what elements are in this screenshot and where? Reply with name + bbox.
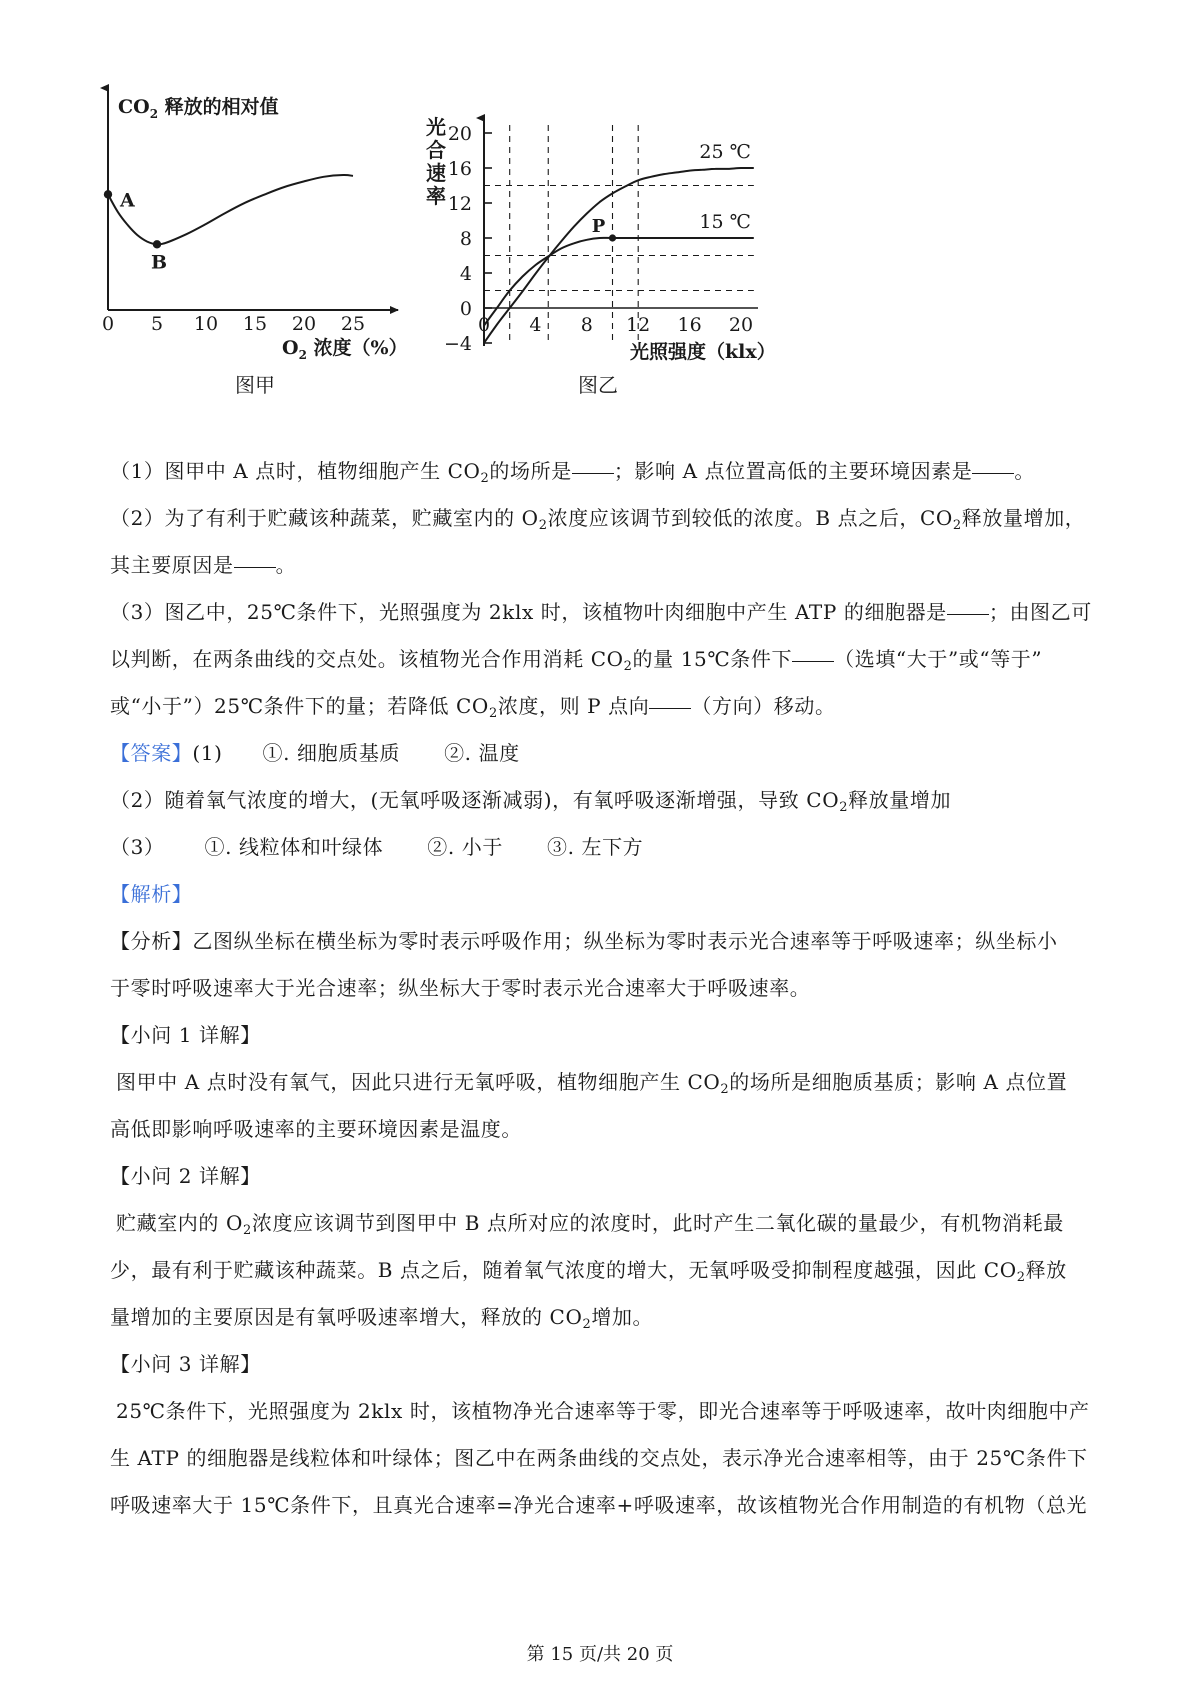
jia-y-label: $CO_2$ 释放的相对值 <box>118 96 279 121</box>
q3-text: （方向）移动。 <box>691 694 836 718</box>
q1-text: 。 <box>1014 459 1035 483</box>
yi-series-label: 15 ℃ <box>699 211 751 233</box>
jia-points <box>104 189 167 273</box>
analysis-text: 量增加的主要原因是有氧呼吸速率增大，释放的 CO <box>110 1305 583 1329</box>
analysis-text: 浓度应该调节到图甲中 B 点所对应的浓度时，此时产生二氧化碳的量最少，有机物消耗最 <box>251 1211 1064 1235</box>
sub-question-2-text <box>110 1294 1100 1341</box>
sub-question-3-text <box>110 1388 1100 1435</box>
q3-text: 或“小于”）25℃条件下的量；若降低 CO <box>110 694 489 718</box>
jia-point-A <box>104 190 112 198</box>
jia-x-tick-label: 5 <box>150 313 164 335</box>
yi-y-tick-label: 16 <box>447 158 472 180</box>
q3-text: 的量 15℃条件下 <box>632 647 793 671</box>
q2-text: 释放量增加， <box>961 506 1086 530</box>
answer-blank <box>234 547 276 568</box>
jia-x-tick-label: 10 <box>193 313 219 335</box>
analysis-text: 的场所是细胞质基质；影响 A 点位置 <box>729 1070 1068 1094</box>
answer-blank <box>947 594 989 615</box>
answer-tag: 【答案】 <box>110 741 193 765</box>
jia-x-tick-label: 15 <box>242 313 268 335</box>
analysis-tag: 【解析】 <box>110 882 193 906</box>
answer-option: ②. 小于 <box>427 835 503 859</box>
yi-y-tick-label: 8 <box>459 228 472 250</box>
q2-text: 。 <box>275 553 297 577</box>
analysis-text: 高低即影响呼吸速率的主要环境因素是温度。 <box>110 1117 522 1141</box>
answer-number: （3） <box>110 835 165 859</box>
yi-point-label: P <box>591 216 606 237</box>
yi-x-label: 光照强度（klx） <box>630 341 776 363</box>
sub-question-2-text <box>110 1200 1100 1247</box>
jia-x-label: $O_2$ 浓度（%） <box>282 337 408 362</box>
chart-jia <box>102 88 408 397</box>
subscript: 2 <box>952 518 962 533</box>
sub-question-1-heading <box>110 1012 1100 1059</box>
sub-question-1-text <box>110 1059 1100 1106</box>
yi-x-tick-label: 0 <box>477 314 491 336</box>
figures-svg <box>0 0 1200 470</box>
yi-y-label <box>426 115 446 208</box>
sub-question-2-text <box>110 1247 1100 1294</box>
jia-caption: 图甲 <box>235 373 275 397</box>
analysis-text: 贮藏室内的 O <box>116 1211 243 1235</box>
question-3-cont <box>110 683 1100 730</box>
analysis-text: 少，最有利于贮藏该种蔬菜。B 点之后，随着氧气浓度的增大，无氧呼吸受抑制程度越强，因此 CO <box>110 1258 1017 1282</box>
answer-option: ③. 左下方 <box>546 835 644 859</box>
sub-question-1-text <box>110 1106 1100 1153</box>
section-title: 【小问 2 详解】 <box>110 1164 261 1188</box>
question-3 <box>110 589 1100 636</box>
jia-point-label: B <box>151 251 168 274</box>
q1-text: （1）图甲中 A 点时，植物细胞产生 CO <box>110 459 481 483</box>
analysis-text: 呼吸速率大于 15℃条件下，且真光合速率=净光合速率+呼吸速率，故该植物光合作用制造的有机物（总光 <box>110 1493 1088 1517</box>
subscript: 2 <box>538 518 548 533</box>
analysis-text: 25℃条件下，光照强度为 2klx 时，该植物净光合速率等于零，即光合速率等于呼吸速率，故叶肉细胞中产 <box>116 1399 1090 1423</box>
yi-y-tick-label: 4 <box>459 263 472 285</box>
sub-question-2-heading <box>110 1153 1100 1200</box>
analysis-paragraph <box>110 918 1100 965</box>
yi-point-P <box>609 234 616 241</box>
yi-series <box>484 141 754 343</box>
answer-option: ①. 细胞质基质 <box>262 741 401 765</box>
q3-text: ；由图乙可 <box>988 600 1092 624</box>
question-2-cont <box>110 542 1100 589</box>
subscript: 2 <box>488 706 498 721</box>
subscript: 2 <box>839 800 849 815</box>
yi-y-tick-label: −4 <box>443 333 472 355</box>
jia-x-tick-label: 0 <box>101 313 115 335</box>
answer-line-2 <box>110 777 1100 824</box>
yi-caption: 图乙 <box>578 373 618 397</box>
q2-text: （2）为了有利于贮藏该种蔬菜，贮藏室内的 O <box>110 506 539 530</box>
yi-y-label-char: 合 <box>426 138 446 162</box>
answer-line-1 <box>110 730 1100 777</box>
subscript: 2 <box>480 471 490 486</box>
analysis-text: 于零时呼吸速率大于光合速率；纵坐标大于零时表示光合速率大于呼吸速率。 <box>110 976 811 1000</box>
answer-blank <box>792 641 834 662</box>
answer-option: ①. 线粒体和叶绿体 <box>204 835 384 859</box>
q1-text: ；影响 A 点位置高低的主要环境因素是 <box>613 459 973 483</box>
question-content <box>110 448 1100 1529</box>
jia-point-label: A <box>120 189 135 212</box>
answer-line-3 <box>110 824 1100 871</box>
answer-blank <box>972 453 1014 474</box>
question-1 <box>110 448 1100 495</box>
page-footer: 第 15 页/共 20 页 <box>526 1644 674 1665</box>
yi-y-tick-label: 12 <box>447 193 472 215</box>
yi-series-label: 25 ℃ <box>699 141 751 163</box>
q3-text: 以判断，在两条曲线的交点处。该植物光合作用消耗 CO <box>110 647 624 671</box>
jia-x-tick-label: 20 <box>291 313 317 335</box>
question-3-cont <box>110 636 1100 683</box>
figures-area <box>0 0 1200 470</box>
q3-text: （选填“大于”或“等于” <box>834 647 1043 671</box>
q3-text: （3）图乙中，25℃条件下，光照强度为 2klx 时，该植物叶肉细胞中产生 ATP 的细胞器是 <box>110 600 947 624</box>
section-title: 【小问 1 详解】 <box>110 1023 261 1047</box>
yi-x-tick-label: 4 <box>529 314 542 336</box>
yi-y-label-char: 速 <box>426 161 446 185</box>
q3-text: 浓度，则 P 点向 <box>497 694 650 718</box>
analysis-text: 生 ATP 的细胞器是线粒体和叶绿体；图乙中在两条曲线的交点处，表示净光合速率相等，由于 25℃条件下 <box>110 1446 1088 1470</box>
yi-y-label-char: 率 <box>426 184 446 208</box>
subscript: 2 <box>623 659 633 674</box>
analysis-text: 图甲中 A 点时没有氧气，因此只进行无氧呼吸，植物细胞产生 CO <box>116 1070 721 1094</box>
sub-question-3-heading <box>110 1341 1100 1388</box>
yi-x-tick-label: 16 <box>677 314 702 336</box>
answer-blank <box>572 453 614 474</box>
q2-text: 其主要原因是 <box>110 553 234 577</box>
section-title: 【小问 3 详解】 <box>110 1352 261 1376</box>
subscript: 2 <box>720 1082 730 1097</box>
answer-number: (1) <box>192 741 223 765</box>
yi-y-tick-label: 20 <box>447 123 472 145</box>
analysis-heading <box>110 871 1100 918</box>
answer-option: ②. 温度 <box>444 741 520 765</box>
answer-blank <box>649 688 691 709</box>
yi-x-tick-label: 12 <box>626 314 651 336</box>
sub-question-3-text <box>110 1435 1100 1482</box>
jia-point-B <box>153 240 161 248</box>
subscript: 2 <box>582 1317 592 1332</box>
jia-curve <box>108 175 353 244</box>
answer-text: 释放量增加 <box>848 788 952 812</box>
analysis-text: 【分析】乙图纵坐标在横坐标为零时表示呼吸作用；纵坐标为零时表示光合速率等于呼吸速率；纵坐标小 <box>110 929 1058 953</box>
jia-x-tick-label: 25 <box>340 313 366 335</box>
yi-y-label-char: 光 <box>426 115 446 139</box>
q2-text: 浓度应该调节到较低的浓度。B 点之后，CO <box>547 506 953 530</box>
subscript: 2 <box>242 1223 252 1238</box>
chart-yi <box>426 115 776 397</box>
question-2 <box>110 495 1100 542</box>
yi-x-tick-label: 20 <box>728 314 754 336</box>
analysis-text: 增加。 <box>591 1305 654 1329</box>
answer-text: （2）随着氧气浓度的增大，(无氧呼吸逐渐减弱)，有氧呼吸逐渐增强，导致 CO <box>110 788 840 812</box>
sub-question-3-text <box>110 1482 1100 1529</box>
subscript: 2 <box>1016 1270 1026 1285</box>
yi-x-tick-label: 8 <box>580 314 593 336</box>
yi-series-15c <box>484 238 754 326</box>
q1-text: 的场所是 <box>489 459 572 483</box>
jia-tick-labels <box>102 313 365 335</box>
yi-y-tick-label: 0 <box>459 298 472 320</box>
analysis-text: 释放 <box>1025 1258 1067 1282</box>
analysis-paragraph <box>110 965 1100 1012</box>
